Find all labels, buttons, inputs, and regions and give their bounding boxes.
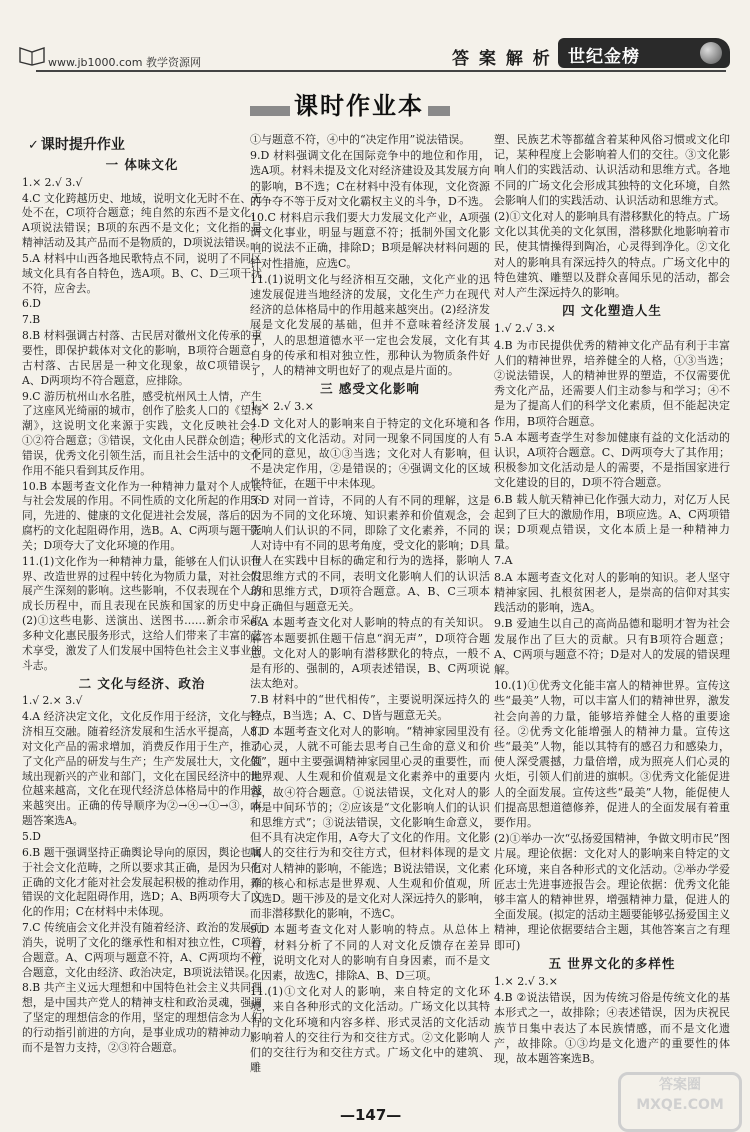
answer-item: 8.A 本题考查文化对人的影响的知识。老人坚守精神家园、扎根贫困老人，是崇高的信仰对其实践活动的影响，选A。 (494, 570, 730, 615)
answer-item: 1.√ 2.× 3.√ (22, 694, 83, 708)
answer-item: 9.D 本题考查文化对人影响的特点。从总体上看，材料分析了不同的人对文化反馈存在差异性，说明文化对人的影响有自身因素，而不是文化因素，故选C，排除A、B、D三项。 (250, 923, 490, 982)
answer-item: 1.√ 2.√ 3.× (494, 322, 556, 336)
answer-item: 8.D 本题考查文化对人的影响。“精神家园里没有了心灵，人就不可能去思考自己生命的意义和价值”，题中主要强调精神家园里心灵的重要性，而世界观、人生观和价值观是文化素养中的重要内容，故④符合题意。①说法错误，文化对人的影响是中间环节的；②应该是“文化影响人们的认识和思维方式”；③说法错误，文化影响生命意义，但不具有决定作用，A夸大了文化的作用。文化影响人的交往行为和交往方式，但材料体现的是文化对人精神的影响，不能选；B说法错误，文化素养的核心和标志是世界观、人生观和价值观，所以选D。题干涉及的是文化对人深远持久的影响，而非潜移默化的影响，不选C。 (250, 724, 490, 921)
answer-item: 4.B 为市民提供优秀的精神文化产品有利于丰富人们的精神世界，培养健全的人格，①③当选；②说法错误，人的精神世界的塑造，不仅需要优秀文化产品，还需要人们主动参与和学习；④不是为了提高人们的科学文化素质，但不能起决定作用，B项符合题意。 (494, 338, 730, 428)
answer-item: 7.A (494, 554, 513, 568)
answer-item: 5.A 材料中山西各地民歌特点不同，说明了不同区域文化具有各自特色，选A项。B、C、D三项干扰不符，应舍去。 (22, 251, 262, 295)
page-header (0, 0, 750, 78)
answer-item: 9.D 材料强调文化在国际竞争中的地位和作用，选A项。材料未提及文化对经济建设及其发展方向的影响，B不选；C在材料中没有体现，文化资源的争夺不等于反对文化霸权主义的斗争，D不选。 (250, 149, 490, 208)
answer-item: 9.C 游历杭州山水名胜，感受杭州风土人情，产生了这座风光绮丽的城市，创作了脍炙人口的《望海潮》，这说明文化来源于实践，文化反映社会。①②符合题意；③错误，文化由人民群众创造；④错误，优秀文化引领生活，而且社会生活中的文化作用不能只看到其反作用。 (22, 389, 262, 477)
answer-item: 10.B 本题考查文化作为一种精神力量对个人成长与社会发展的作用。不同性质的文化所起的作用不同，先进的、健康的文化促进社会发展，落后的、腐朽的文化起阻碍作用，选B。A、C两项与题干无关；D项夸大了文化环境的作用。 (22, 479, 262, 552)
section-heading: 三 感受文化影响 (320, 381, 420, 397)
answer-item: 4.D 文化对人的影响来自于特定的文化环境和各种形式的文化活动。对同一现象不同国度的人有不同的意见，故①③当选；文化对人有影响，但不是决定作用，②是错误的；④强调文化的区域性特征，在题干中未体现。 (250, 416, 490, 491)
site-url: www.jb1000.com 教学资源网 (48, 56, 201, 69)
header-rule (36, 70, 726, 72)
answer-item: 5.D 对同一首诗，不同的人有不同的理解，这是因为不同的文化环境、知识素养和价值观念，会影响人们认识的不同，即除了文化素养，不同的人对诗中有不同的思考角度，受文化的影响；D具有人在实践中目标的确定和行为的选择，影响人们思维方式的不同，表明文化影响人们的认识活动和思维方式，D项符合题意。A、B、C三项本身正确但与题意无关。 (250, 493, 490, 614)
answer-item: 8.B 材料强调古村落、古民居对徽州文化传承的重要性，即保护载体对文化的影响，B项符合题意。古村落、古民居是一种文化现象，故C项错误；A、D两项均不符合题意，应排除。 (22, 329, 262, 387)
answer-item: 11.(1)①文化对人的影响，来自特定的文化环境，来自各种形式的文化活动。广场文化以其特有的文化环境和内容多样、形式灵活的文化活动影响着人的交往行为和交往方式。②文化影响人们的交往行为和交往方式。广场文化中的建筑、雕 (250, 985, 490, 1075)
brand-name: 世纪金榜 (568, 47, 640, 67)
banner (250, 86, 450, 124)
answer-item: 4.A 经济决定文化，文化反作用于经济，文化与经济相互交融。随着经济发展和生活水平提高，人们对文化产品的需求增加，消费反作用于生产，推动了文化产品的研发与生产；生产发展壮大，文化领域出现新兴的产业和部门，文化在国民经济中的地位越来越高，文化在现代经济总体格局中的作用越来越突出。正确的传导顺序为②→④→①→③，本题答案选A。 (22, 710, 262, 828)
answer-item: 5.A 本题考查学生对参加健康有益的文化活动的认识，A项符合题意。C、D两项夸大了其作用；积极参加文化活动是人的需要，不是指国家进行文化建设的目的，D项不符合题意。 (494, 430, 730, 490)
book-logo-icon (18, 44, 46, 66)
answer-item: 7.B (22, 313, 41, 327)
answer-item: 4.C 文化跨越历史、地域，说明文化无时不在、无处不在，C项符合题意；纯自然的东西不是文化，A项说法错误；B项的东西不是文化；文化指的是精神活动及其产品而不是物质的，D项说法错误。 (22, 191, 262, 250)
answer-item: 塑、民族艺术等都蕴含着某种风俗习惯或文化印记，某种程度上会影响着人们的交往。③文化影响人们的实践活动、认识活动和思维方式。各地不同的广场文化会形成其独特的文化环境，自然会影响人们的实践活动、认识活动和思维方式。 (494, 133, 730, 207)
answer-item: 10.(1)①优秀文化能丰富人的精神世界。宣传这些“最美”人物，可以丰富人们的精神世界，激发社会向善的力量，能够培养健全人格的重要途径。②优秀文化能增强人的精神力量。宣传这些“最美”人物，能以其特有的感召力和感染力，使人深受震撼，力量倍增，成为照亮人们心灵的火炬，引领人们前进的旗帜。③优秀文化能促进人的全面发展。宣传这些“最美”人物，能促使人们提高思想道德修养，促进人的全面发展有着重要作用。 (494, 679, 730, 829)
section-label: 答 案 解 析 (452, 49, 552, 69)
check-icon: ✓ (28, 138, 39, 153)
answer-item: (2)①文化对人的影响具有潜移默化的特点。广场文化以其优美的文化氛围，潜移默化地影响着市民，使其情操得到陶冶，心灵得到净化。②文化对人的影响具有深远持久的特点。广场文化中的特色建筑、雕塑以及群众喜闻乐见的活动，都会对人产生深远持久的影响。 (494, 210, 730, 300)
answer-item: 6.D (22, 297, 41, 311)
answer-item: ①与题意不符，④中的“决定作用”说法错误。 (250, 133, 471, 146)
page-number: —147— (340, 1106, 402, 1124)
answer-item: 9.B 爱迪生以自己的高尚品德和聪明才智为社会发展作出了巨大的贡献。只有B项符合题意；A、C两项与题意不符；D是对人的发展的错误理解。 (494, 617, 730, 676)
answer-item: 5.D (22, 829, 41, 843)
column-1 (22, 132, 262, 1057)
answer-item: 11.(1)文化作为一种精神力量，能够在人们认识世界、改造世界的过程中转化为物质力量，对社会发展产生深刻的影响。这些影响，不仅表现在个人的成长历程中，而且表现在民族和国家的历史中。(2)①这些电影、送演出、送图书……新余市采取多种文化惠民服务形式，这给人们带来了丰富的艺术享受，激发了人们发展中国特色社会主义事业的斗志。 (22, 554, 262, 672)
answer-item: 6.B 载人航天精神已化作强大动力，对亿万人民起到了巨大的激励作用，B项应选。A、C两项错误；D项观点错误，文化本质上是一种精神力量。 (494, 492, 730, 552)
answer-item: (2)①举办一次“弘扬爱国精神，争做文明市民”图片展。理论依据：文化对人的影响来自特定的文化环境，来自各种形式的文化活动。②举办学爱匠志士先进事迹报告会。理论依据：优秀文化能够丰富人的精神世界，增强精神力量，促进人的全面发展。(拟定的活动主题要能够弘扬爱国主义精神，理论依据要结合主题，其他答案言之有理即可) (494, 832, 730, 952)
section-heading: 二 文化与经济、政治 (78, 675, 206, 691)
column-2 (250, 132, 490, 1076)
answer-item: 7.B 材料中的“世代相传”，主要说明深远持久的特点，B当选；A、C、D皆与题意无关。 (250, 693, 490, 722)
answer-item: 10.C 材料启示我们要大力发展文化产业，A项强调文化事业，明显与题意不符；抵制外国文化影响的说法不正确，排除D；B项是解决材料问题的针对性措施，应选C。 (250, 211, 490, 270)
answer-item: 1.× 2.√ 3.√ (22, 175, 83, 189)
answer-item: 6.B 题干强调坚持正确舆论导向的原因，舆论也属于社会文化范畴，之所以要求其正确，是因为只有正确的文化才能对社会发展起积极的推动作用，而错误的文化起阻碍作用，选D；A、B两项夸大了文化的作用；C在材料中未体现。 (22, 845, 262, 919)
answer-item: 7.C 传统庙会文化并没有随着经济、政治的发展而消失，说明了文化的继承性和相对独立性，C项符合题意。A、C两项与题意不符，A、C两项均不符合题意，文化由经济、政治决定，B项说法错误。 (22, 921, 262, 979)
answer-item: 4.B ②说法错误，因为传统习俗是传统文化的基本形式之一，故排除；④表述错误，因为庆祝民族节日集中表达了本民族情感，而不是文化遗产，故排除。①③均是文化遗产的重要性的体现，故本题答案选B。 (494, 991, 730, 1065)
page-title: 课时作业本 (290, 86, 428, 121)
answer-item: 1.× 2.√ 3.× (494, 974, 558, 988)
answer-item: 8.B 共产主义远大理想和中国特色社会主义共同理想，是中国共产党人的精神支柱和政治灵魂，强调了坚定的理想信念的作用，坚定的理想信念为人们的行动指引前进的方向，是事业成功的精神动力，而不是智力支持，②③符合题意。 (22, 981, 262, 1054)
subsection-title: ✓ 课时提升作业 (28, 137, 125, 153)
section-heading: 一 体味文化 (105, 156, 179, 172)
answer-item: 11.(1)说明文化与经济相互交融，文化产业的迅速发展促进当地经济的发展，文化生产力在现代经济的总体格局中的作用越来越突出。(2)经济发展是文化发展的基础，但并不意味着经济发展了，人的思想道德水平一定也会发展，文化有其自身的传承和相对独立性，那种认为物质条件好了，人的精神文明也好了的观点是片面的。 (250, 272, 490, 378)
answer-item: 6.A 本题考查文化对人影响的特点的有关知识。解答本题要抓住题干信息“润无声”，D项符合题意。文化对人的影响有潜移默化的特点，一般不是有形的、强制的，A项表述错误，B、C两项说法太绝对。 (250, 616, 490, 691)
column-3 (494, 132, 730, 1067)
section-heading: 五 世界文化的多样性 (548, 955, 676, 971)
brand-badge (558, 38, 730, 68)
answer-item: 1.× 2.√ 3.× (250, 400, 314, 414)
watermark: 答案圈 MXQE.COM (618, 1072, 742, 1132)
globe-icon (700, 42, 722, 64)
section-heading: 四 文化塑造人生 (562, 303, 662, 319)
